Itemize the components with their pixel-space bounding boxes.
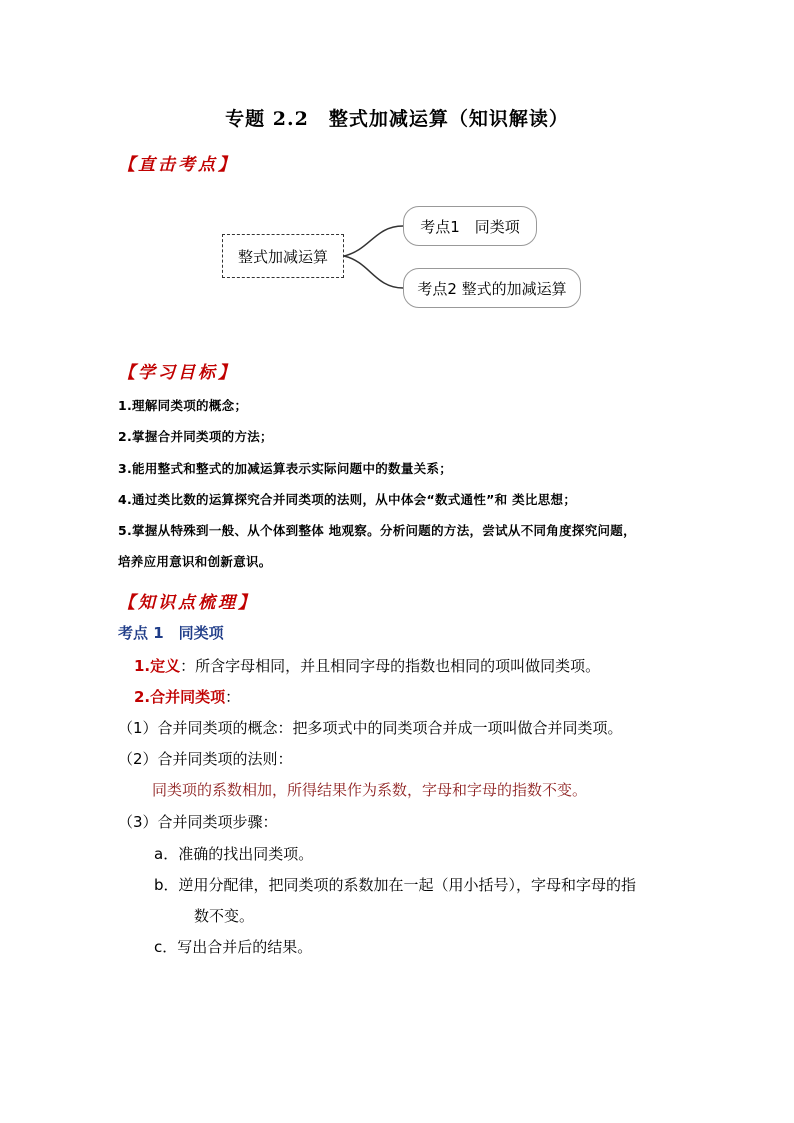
mindmap-node-1: 考点1 同类项 xyxy=(403,206,537,246)
item-1: （1）合并同类项的概念：把多项式中的同类项合并成一项叫做合并同类项。 xyxy=(118,719,623,737)
goal-item: 培养应用意识和创新意识。 xyxy=(118,554,272,569)
item-3: （3）合并同类项步骤： xyxy=(118,813,278,831)
rule-text: 同类项的系数相加，所得结果作为系数，字母和字母的指数不变。 xyxy=(152,781,588,799)
mindmap-connectors xyxy=(0,0,794,400)
goal-item: 1.理解同类项的概念； xyxy=(118,398,248,413)
step-a: a．准确的找出同类项。 xyxy=(154,845,314,863)
goal-item: 5.掌握从特殊到一般、从个体到整体 地观察。分析问题的方法，尝试从不同角度探究问题， xyxy=(118,523,636,538)
knowledge-point-title: 考点 1 同类项 xyxy=(118,624,224,642)
goal-item: 3.能用整式和整式的加减运算表示实际问题中的数量关系； xyxy=(118,461,453,476)
step-b-line2: 数不变。 xyxy=(194,907,255,925)
page-title: 专题 2.2 整式加减运算（知识解读） xyxy=(225,108,569,130)
section-goals: 【学习目标】 xyxy=(118,363,238,383)
section-knowledge: 【知识点梳理】 xyxy=(118,593,258,613)
item-2: （2）合并同类项的法则： xyxy=(118,750,293,768)
goal-item: 4.通过类比数的运算探究合并同类项的法则，从中体会“数式通性”和 类比思想； xyxy=(118,492,577,507)
definition-label: 1.定义 xyxy=(134,657,181,675)
step-c: c．写出合并后的结果。 xyxy=(154,938,313,956)
definition-line xyxy=(134,655,600,676)
mindmap-node-2: 考点2 整式的加减运算 xyxy=(403,268,581,308)
section-exam-points: 【直击考点】 xyxy=(118,155,238,175)
mindmap-root: 整式加减运算 xyxy=(222,234,344,278)
definition-text: ：所含字母相同，并且相同字母的指数也相同的项叫做同类项。 xyxy=(180,657,601,675)
merge-label: 2.合并同类项 xyxy=(134,688,226,706)
step-b-line1: b．逆用分配律，把同类项的系数加在一起（用小括号），字母和字母的指 xyxy=(154,876,637,894)
merge-colon: ： xyxy=(225,688,241,706)
merge-heading-line xyxy=(134,686,240,707)
goal-item: 2.掌握合并同类项的方法； xyxy=(118,429,273,444)
